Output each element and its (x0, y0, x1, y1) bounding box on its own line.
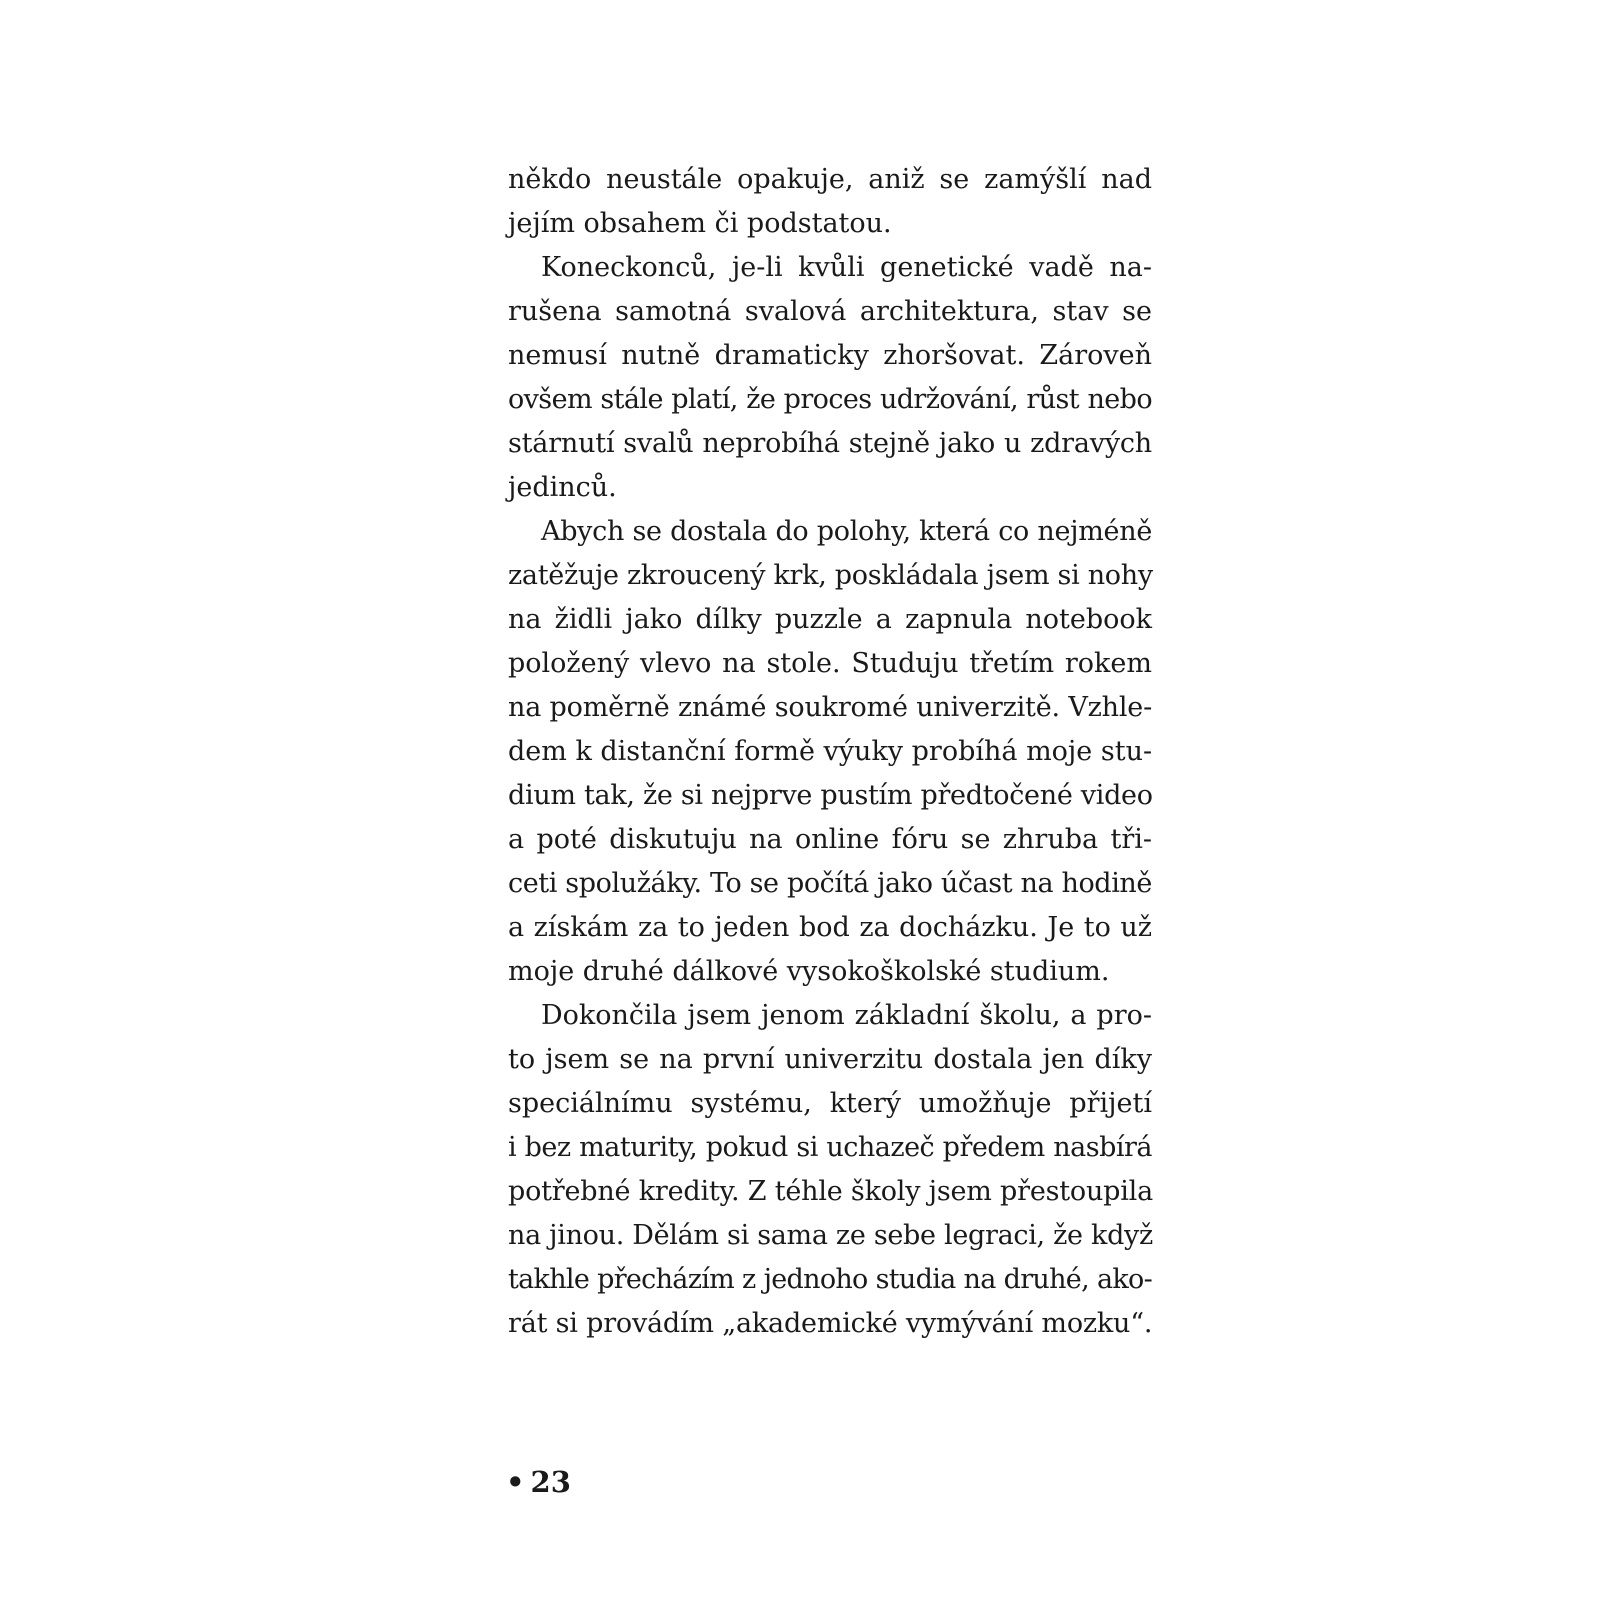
text-line: nemusí nutně dramaticky zhoršovat. Zároveň (508, 340, 1152, 371)
text-line: dem k distanční formě výuky probíhá moje stu- (508, 736, 1153, 767)
text-line: položený vlevo na stole. Studuju třetím rokem (508, 648, 1152, 679)
paragraph (508, 994, 1152, 1346)
text-line: jejím obsahem či podstatou. (508, 208, 892, 239)
paragraph (508, 510, 1152, 994)
text-line: na židli jako dílky puzzle a zapnula notebook (508, 604, 1152, 635)
text-line: Abych se dostala do polohy, která co nejméně (541, 516, 1152, 547)
body-text (508, 158, 1152, 1346)
text-line: speciálnímu systému, který umožňuje přijetí (508, 1088, 1152, 1119)
text-line: někdo neustále opakuje, aniž se zamýšlí nad (508, 164, 1152, 195)
page-number-value: 23 (530, 1465, 571, 1499)
text-line: Koneckonců, je-li kvůli genetické vadě na- (541, 252, 1152, 283)
text-line: jedinců. (508, 472, 617, 503)
text-line: takhle přecházím z jednoho studia na druhé, ako- (508, 1264, 1152, 1295)
bullet-icon: • (506, 1465, 525, 1499)
text-line: zatěžuje zkroucený krk, poskládala jsem si nohy (508, 560, 1153, 591)
text-line: rušena samotná svalová architektura, stav se (508, 296, 1152, 327)
text-line: na jinou. Dělám si sama ze sebe legraci, že když (508, 1220, 1153, 1251)
text-line: na poměrně známé soukromé univerzitě. Vzhle- (508, 692, 1152, 723)
text-line: stárnutí svalů neprobíhá stejně jako u zdravých (508, 428, 1152, 459)
text-line: ovšem stále platí, že proces udržování, růst nebo (508, 384, 1152, 415)
text-line: potřebné kredity. Z téhle školy jsem přestoupila (508, 1176, 1154, 1207)
text-line: i bez maturity, pokud si uchazeč předem nasbírá (508, 1132, 1152, 1163)
text-line: to jsem se na první univerzitu dostala jen díky (508, 1044, 1152, 1075)
paragraph (508, 246, 1152, 510)
text-line: a poté diskutuju na online fóru se zhruba tři- (508, 824, 1152, 855)
text-line: a získám za to jeden bod za docházku. Je to už (508, 912, 1152, 943)
page-number (506, 1464, 571, 1500)
text-line: moje druhé dálkové vysokoškolské studium. (508, 956, 1110, 987)
text-line: Dokončila jsem jenom základní školu, a pro- (541, 1000, 1152, 1031)
text-line: dium tak, že si nejprve pustím předtočené video (508, 780, 1153, 811)
paragraph (508, 158, 1152, 246)
text-line: rát si provádím „akademické vymývání mozku“. (508, 1308, 1153, 1339)
text-line: ceti spolužáky. To se počítá jako účast na hodině (508, 868, 1152, 899)
